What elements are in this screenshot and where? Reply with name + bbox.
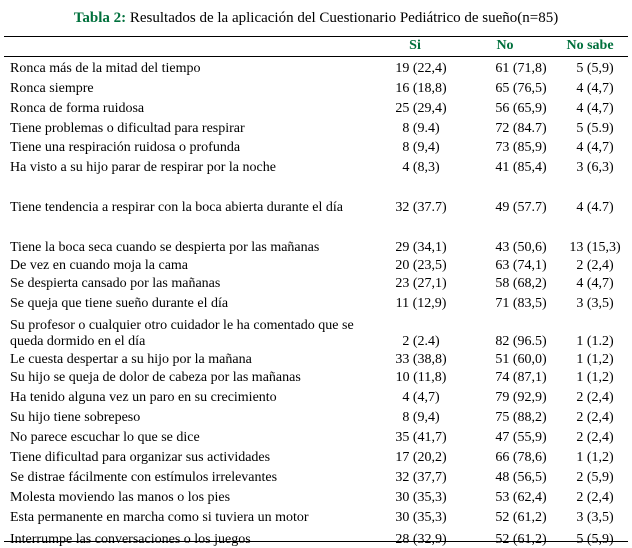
- no-sabe-cell: 13 (15,3): [569, 240, 621, 255]
- table-row: [4, 486, 628, 506]
- table-row: [4, 77, 628, 97]
- si-cell: 17 (20,2): [395, 450, 447, 465]
- table-row: [4, 137, 628, 156]
- no-sabe-cell: 4 (4,7): [576, 81, 614, 96]
- no-sabe-cell: 1 (1.2): [576, 334, 614, 349]
- table-row: [4, 216, 628, 256]
- table-row: [4, 117, 628, 137]
- si-cell: 25 (29,4): [395, 101, 447, 116]
- column-header-no: No: [496, 38, 514, 53]
- table-caption: [0, 9, 632, 27]
- no-cell: 56 (65,9): [495, 101, 547, 116]
- si-cell: 23 (27,1): [395, 276, 447, 291]
- question-cell: Se despierta cansado por las mañanas: [10, 276, 221, 291]
- question-cell: Tiene dificultad para organizar sus actividades: [10, 450, 271, 465]
- question-cell: Su profesor o cualquier otro cuidador le ha comentado que se queda dormido en el día: [10, 318, 354, 349]
- no-cell: 48 (56,5): [495, 470, 547, 485]
- no-sabe-cell: 3 (3,5): [576, 510, 614, 525]
- question-cell: Se queja que tiene sueño durante el día: [10, 296, 229, 311]
- si-cell: 30 (35,3): [395, 490, 447, 505]
- table-row: [4, 426, 628, 446]
- top-rule: [4, 36, 628, 37]
- table-row: [4, 312, 628, 350]
- no-cell: 52 (61,2): [495, 532, 547, 547]
- no-cell: 65 (76,5): [495, 81, 547, 96]
- no-cell: 51 (60,0): [495, 352, 547, 367]
- question-cell: Tiene una respiración ruidosa o profunda: [10, 140, 241, 155]
- no-sabe-cell: 2 (2,4): [576, 410, 614, 425]
- no-cell: 82 (96.5): [495, 334, 547, 349]
- table-row: [4, 466, 628, 486]
- si-cell: 35 (41,7): [395, 430, 447, 445]
- table-row: [4, 256, 628, 274]
- no-cell: 79 (92,9): [495, 390, 547, 405]
- si-cell: 33 (38,8): [395, 352, 447, 367]
- table-row: [4, 176, 628, 216]
- no-sabe-cell: 4 (4,7): [576, 101, 614, 116]
- no-sabe-cell: 5 (5.9): [576, 121, 614, 136]
- bottom-rule: [4, 541, 628, 542]
- no-sabe-cell: 2 (5,9): [576, 470, 614, 485]
- no-sabe-cell: 2 (2,4): [576, 490, 614, 505]
- question-cell: De vez en cuando moja la cama: [10, 258, 189, 273]
- table-row: [4, 446, 628, 466]
- no-cell: 72 (84.7): [495, 121, 547, 136]
- no-cell: 52 (61,2): [495, 510, 547, 525]
- si-cell: 30 (35,3): [395, 510, 447, 525]
- no-cell: 53 (62,4): [495, 490, 547, 505]
- question-cell: Se distrae fácilmente con estímulos irrelevantes: [10, 470, 278, 485]
- question-cell: Molesta moviendo las manos o los pies: [10, 490, 231, 505]
- question-cell: Ronca siempre: [10, 81, 94, 96]
- no-cell: 47 (55,9): [495, 430, 547, 445]
- si-cell: 32 (37,7): [395, 470, 447, 485]
- no-sabe-cell: 5 (5,9): [576, 532, 614, 547]
- question-cell: Tiene la boca seca cuando se despierta por las mañanas: [10, 240, 320, 255]
- si-cell: 29 (34,1): [395, 240, 447, 255]
- si-cell: 4 (8,3): [402, 160, 440, 175]
- column-header-no-sabe: No sabe: [566, 38, 614, 53]
- table-row: [4, 368, 628, 386]
- question-cell: Ronca más de la mitad del tiempo: [10, 61, 201, 76]
- question-cell: Ha visto a su hijo parar de respirar por la noche: [10, 160, 276, 175]
- no-sabe-cell: 1 (1,2): [576, 370, 614, 385]
- si-cell: 10 (11,8): [395, 370, 447, 385]
- no-cell: 49 (57.7): [495, 200, 547, 215]
- no-cell: 58 (68,2): [495, 276, 547, 291]
- question-cell: Esta permanente en marcha como si tuviera un motor: [10, 510, 309, 525]
- no-cell: 66 (78,6): [495, 450, 547, 465]
- si-cell: 8 (9.4): [402, 121, 440, 136]
- table-caption-text: Resultados de la aplicación del Cuestionario Pediátrico de sueño(n=85): [126, 10, 559, 26]
- no-sabe-cell: 5 (5,9): [576, 61, 614, 76]
- table-row: [4, 97, 628, 117]
- question-cell: Interrumpe las conversaciones o los juegos: [10, 532, 251, 547]
- table-caption-label: Tabla 2:: [73, 10, 127, 26]
- si-cell: 2 (2.4): [402, 334, 440, 349]
- no-cell: 41 (85,4): [495, 160, 547, 175]
- no-cell: 75 (88,2): [495, 410, 547, 425]
- no-sabe-cell: 2 (2,4): [576, 430, 614, 445]
- no-cell: 43 (50,6): [495, 240, 547, 255]
- no-sabe-cell: 4 (4,7): [576, 276, 614, 291]
- table-row: [4, 406, 628, 426]
- table-row: [4, 292, 628, 312]
- question-cell: No parece escuchar lo que se dice: [10, 430, 200, 445]
- table-row: [4, 506, 628, 526]
- question-cell: Su hijo tiene sobrepeso: [10, 410, 141, 425]
- no-sabe-cell: 2 (2,4): [576, 258, 614, 273]
- question-cell: Tiene problemas o dificultad para respirar: [10, 121, 245, 136]
- si-cell: 8 (9,4): [402, 410, 440, 425]
- column-header-si: Si: [409, 38, 421, 53]
- table-row: [4, 156, 628, 176]
- question-cell: Su hijo se queja de dolor de cabeza por las mañanas: [10, 370, 301, 385]
- no-cell: 71 (83,5): [495, 296, 547, 311]
- results-table: [4, 57, 628, 548]
- no-cell: 61 (71,8): [495, 61, 547, 76]
- si-cell: 28 (32,9): [395, 532, 447, 547]
- no-sabe-cell: 4 (4.7): [576, 200, 614, 215]
- si-cell: 20 (23,5): [395, 258, 447, 273]
- no-sabe-cell: 3 (3,5): [576, 296, 614, 311]
- no-cell: 73 (85,9): [495, 140, 547, 155]
- no-cell: 74 (87,1): [495, 370, 547, 385]
- table-row: [4, 350, 628, 368]
- table-header: [4, 38, 628, 56]
- no-sabe-cell: 1 (1,2): [576, 450, 614, 465]
- no-sabe-cell: 2 (2,4): [576, 390, 614, 405]
- si-cell: 4 (4,7): [402, 390, 440, 405]
- question-cell: Le cuesta despertar a su hijo por la mañana: [10, 352, 252, 367]
- table-row: [4, 274, 628, 292]
- si-cell: 19 (22,4): [395, 61, 447, 76]
- si-cell: 8 (9,4): [402, 140, 440, 155]
- si-cell: 16 (18,8): [395, 81, 447, 96]
- no-sabe-cell: 4 (4,7): [576, 140, 614, 155]
- table-row: [4, 386, 628, 406]
- question-cell: Ronca de forma ruidosa: [10, 101, 145, 116]
- no-cell: 63 (74,1): [495, 258, 547, 273]
- no-sabe-cell: 1 (1,2): [576, 352, 614, 367]
- table-row: [4, 526, 628, 548]
- no-sabe-cell: 3 (6,3): [576, 160, 614, 175]
- question-cell: Ha tenido alguna vez un paro en su crecimiento: [10, 390, 277, 405]
- question-cell: Tiene tendencia a respirar con la boca abierta durante el día: [10, 200, 343, 215]
- si-cell: 32 (37.7): [395, 200, 447, 215]
- si-cell: 11 (12,9): [395, 296, 447, 311]
- table-row: [4, 57, 628, 77]
